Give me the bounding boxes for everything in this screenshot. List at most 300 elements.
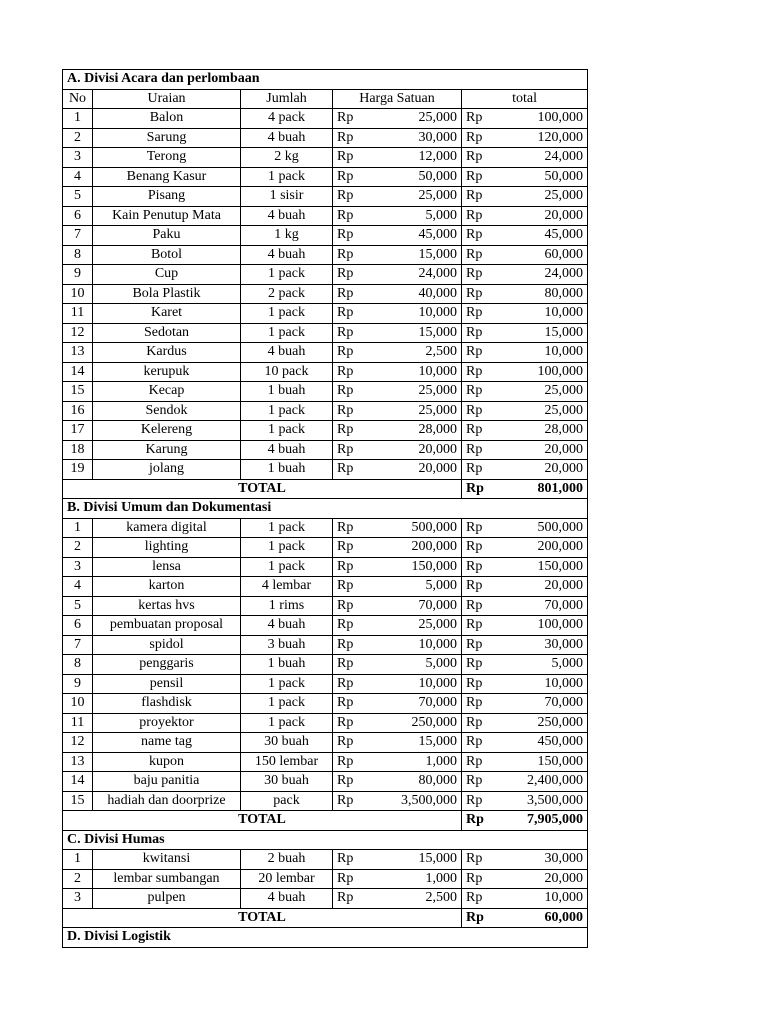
cell-total-currency[interactable]: Rp — [462, 674, 502, 694]
cell-harga-currency[interactable]: Rp — [333, 109, 375, 129]
cell-harga-currency[interactable]: Rp — [333, 733, 375, 753]
cell-no[interactable]: 3 — [63, 557, 93, 577]
cell-harga-currency[interactable]: Rp — [333, 772, 375, 792]
cell-uraian[interactable]: Kelereng — [93, 421, 241, 441]
cell-no[interactable]: 15 — [63, 791, 93, 811]
cell-total[interactable]: 100,000 — [502, 616, 588, 636]
cell-no[interactable]: 8 — [63, 245, 93, 265]
total-currency[interactable]: Rp — [462, 908, 502, 928]
cell-uraian[interactable]: Sendok — [93, 401, 241, 421]
cell-harga[interactable]: 3,500,000 — [375, 791, 462, 811]
cell-harga[interactable]: 80,000 — [375, 772, 462, 792]
cell-uraian[interactable]: Terong — [93, 148, 241, 168]
total-value[interactable]: 7,905,000 — [502, 811, 588, 831]
cell-harga-currency[interactable]: Rp — [333, 167, 375, 187]
cell-harga-currency[interactable]: Rp — [333, 791, 375, 811]
cell-harga[interactable]: 25,000 — [375, 187, 462, 207]
cell-jumlah[interactable]: 1 buah — [241, 655, 333, 675]
cell-jumlah[interactable]: 4 pack — [241, 109, 333, 129]
table-row — [63, 401, 588, 421]
cell-total[interactable]: 15,000 — [502, 323, 588, 343]
cell-harga[interactable]: 10,000 — [375, 362, 462, 382]
cell-uraian[interactable]: name tag — [93, 733, 241, 753]
cell-total-currency[interactable]: Rp — [462, 713, 502, 733]
cell-total[interactable]: 10,000 — [502, 674, 588, 694]
table-row — [63, 733, 588, 753]
cell-harga-currency[interactable]: Rp — [333, 148, 375, 168]
cell-total[interactable]: 120,000 — [502, 128, 588, 148]
cell-harga-currency[interactable]: Rp — [333, 206, 375, 226]
cell-uraian[interactable]: Sarung — [93, 128, 241, 148]
cell-uraian[interactable]: jolang — [93, 460, 241, 480]
header-uraian[interactable]: Uraian — [93, 89, 241, 109]
cell-harga[interactable]: 24,000 — [375, 265, 462, 285]
cell-total-currency[interactable]: Rp — [462, 538, 502, 558]
cell-jumlah[interactable]: 4 buah — [241, 440, 333, 460]
cell-no[interactable]: 4 — [63, 167, 93, 187]
cell-jumlah[interactable]: 1 pack — [241, 538, 333, 558]
cell-harga[interactable]: 10,000 — [375, 674, 462, 694]
cell-no[interactable]: 9 — [63, 265, 93, 285]
cell-uraian[interactable]: Kain Penutup Mata — [93, 206, 241, 226]
cell-jumlah[interactable]: 3 buah — [241, 635, 333, 655]
cell-harga[interactable]: 1,000 — [375, 752, 462, 772]
cell-jumlah[interactable]: 4 buah — [241, 245, 333, 265]
table-row — [63, 674, 588, 694]
table-row — [63, 421, 588, 441]
cell-jumlah[interactable]: 2 kg — [241, 148, 333, 168]
cell-harga-currency[interactable]: Rp — [333, 304, 375, 324]
cell-total[interactable]: 25,000 — [502, 401, 588, 421]
total-currency[interactable]: Rp — [462, 811, 502, 831]
table-row — [63, 343, 588, 363]
cell-uraian[interactable]: spidol — [93, 635, 241, 655]
header-total[interactable]: total — [462, 89, 588, 109]
cell-harga-currency[interactable]: Rp — [333, 635, 375, 655]
cell-total-currency[interactable]: Rp — [462, 323, 502, 343]
cell-harga-currency[interactable]: Rp — [333, 284, 375, 304]
cell-jumlah[interactable]: 1 pack — [241, 265, 333, 285]
cell-total[interactable]: 5,000 — [502, 655, 588, 675]
cell-total[interactable]: 20,000 — [502, 440, 588, 460]
cell-jumlah[interactable]: 4 buah — [241, 889, 333, 909]
cell-harga-currency[interactable]: Rp — [333, 323, 375, 343]
cell-total[interactable]: 25,000 — [502, 187, 588, 207]
cell-uraian[interactable]: baju panitia — [93, 772, 241, 792]
budget-spreadsheet — [62, 69, 587, 948]
cell-total[interactable]: 2,400,000 — [502, 772, 588, 792]
cell-harga[interactable]: 30,000 — [375, 128, 462, 148]
cell-total[interactable]: 24,000 — [502, 148, 588, 168]
cell-uraian[interactable]: Karet — [93, 304, 241, 324]
table-row — [63, 713, 588, 733]
section-title[interactable]: B. Divisi Umum dan Dokumentasi — [63, 499, 588, 519]
cell-jumlah[interactable]: 150 lembar — [241, 752, 333, 772]
cell-total-currency[interactable]: Rp — [462, 109, 502, 129]
cell-no[interactable]: 5 — [63, 187, 93, 207]
cell-total-currency[interactable]: Rp — [462, 382, 502, 402]
cell-jumlah[interactable]: 1 pack — [241, 421, 333, 441]
cell-harga-currency[interactable]: Rp — [333, 226, 375, 246]
cell-harga-currency[interactable]: Rp — [333, 557, 375, 577]
cell-jumlah[interactable]: 1 kg — [241, 226, 333, 246]
cell-jumlah[interactable]: 1 pack — [241, 694, 333, 714]
cell-total-currency[interactable]: Rp — [462, 206, 502, 226]
cell-harga-currency[interactable]: Rp — [333, 460, 375, 480]
cell-harga[interactable]: 2,500 — [375, 343, 462, 363]
cell-total[interactable]: 10,000 — [502, 343, 588, 363]
cell-no[interactable]: 12 — [63, 733, 93, 753]
cell-harga-currency[interactable]: Rp — [333, 343, 375, 363]
cell-no[interactable]: 14 — [63, 772, 93, 792]
cell-total-currency[interactable]: Rp — [462, 128, 502, 148]
cell-uraian[interactable]: Kardus — [93, 343, 241, 363]
cell-jumlah[interactable]: 1 pack — [241, 167, 333, 187]
header-no[interactable]: No — [63, 89, 93, 109]
cell-harga-currency[interactable]: Rp — [333, 421, 375, 441]
cell-uraian[interactable]: proyektor — [93, 713, 241, 733]
table-row — [63, 187, 588, 207]
cell-total-currency[interactable]: Rp — [462, 791, 502, 811]
cell-no[interactable]: 11 — [63, 304, 93, 324]
cell-harga-currency[interactable]: Rp — [333, 187, 375, 207]
cell-harga-currency[interactable]: Rp — [333, 596, 375, 616]
cell-harga-currency[interactable]: Rp — [333, 440, 375, 460]
cell-total-currency[interactable]: Rp — [462, 401, 502, 421]
cell-no[interactable]: 16 — [63, 401, 93, 421]
cell-uraian[interactable]: hadiah dan doorprize — [93, 791, 241, 811]
cell-total-currency[interactable]: Rp — [462, 869, 502, 889]
cell-jumlah[interactable]: 4 buah — [241, 206, 333, 226]
cell-harga[interactable]: 70,000 — [375, 694, 462, 714]
cell-total[interactable]: 30,000 — [502, 850, 588, 870]
cell-total[interactable]: 20,000 — [502, 460, 588, 480]
cell-total[interactable]: 50,000 — [502, 167, 588, 187]
table-row — [63, 577, 588, 597]
cell-no[interactable]: 13 — [63, 752, 93, 772]
cell-harga-currency[interactable]: Rp — [333, 265, 375, 285]
cell-uraian[interactable]: Bola Plastik — [93, 284, 241, 304]
cell-jumlah[interactable]: 4 lembar — [241, 577, 333, 597]
cell-jumlah[interactable]: 4 buah — [241, 128, 333, 148]
cell-no[interactable]: 8 — [63, 655, 93, 675]
cell-harga[interactable]: 12,000 — [375, 148, 462, 168]
cell-uraian[interactable]: kertas hvs — [93, 596, 241, 616]
cell-no[interactable]: 15 — [63, 382, 93, 402]
cell-harga-currency[interactable]: Rp — [333, 538, 375, 558]
cell-jumlah[interactable]: 1 pack — [241, 674, 333, 694]
cell-total[interactable]: 150,000 — [502, 752, 588, 772]
cell-harga-currency[interactable]: Rp — [333, 518, 375, 538]
cell-no[interactable]: 2 — [63, 869, 93, 889]
cell-harga[interactable]: 25,000 — [375, 616, 462, 636]
cell-harga[interactable]: 25,000 — [375, 401, 462, 421]
cell-no[interactable]: 4 — [63, 577, 93, 597]
cell-harga-currency[interactable]: Rp — [333, 577, 375, 597]
cell-harga-currency[interactable]: Rp — [333, 889, 375, 909]
cell-total[interactable]: 150,000 — [502, 557, 588, 577]
cell-total-currency[interactable]: Rp — [462, 245, 502, 265]
cell-harga[interactable]: 150,000 — [375, 557, 462, 577]
cell-harga[interactable]: 200,000 — [375, 538, 462, 558]
cell-uraian[interactable]: Cup — [93, 265, 241, 285]
cell-jumlah[interactable]: 2 pack — [241, 284, 333, 304]
cell-harga[interactable]: 10,000 — [375, 635, 462, 655]
cell-harga[interactable]: 5,000 — [375, 655, 462, 675]
cell-no[interactable]: 7 — [63, 226, 93, 246]
cell-uraian[interactable]: Botol — [93, 245, 241, 265]
total-currency[interactable]: Rp — [462, 479, 502, 499]
cell-total-currency[interactable]: Rp — [462, 265, 502, 285]
cell-total-currency[interactable]: Rp — [462, 187, 502, 207]
cell-total[interactable]: 70,000 — [502, 694, 588, 714]
header-harga-satuan[interactable]: Harga Satuan — [333, 89, 462, 109]
cell-harga[interactable]: 15,000 — [375, 733, 462, 753]
table-row — [63, 167, 588, 187]
cell-total-currency[interactable]: Rp — [462, 557, 502, 577]
cell-jumlah[interactable]: 2 buah — [241, 850, 333, 870]
total-value[interactable]: 801,000 — [502, 479, 588, 499]
total-label[interactable]: TOTAL — [63, 811, 462, 831]
cell-harga[interactable]: 1,000 — [375, 869, 462, 889]
cell-harga[interactable]: 40,000 — [375, 284, 462, 304]
cell-total[interactable]: 45,000 — [502, 226, 588, 246]
section-title-row — [63, 499, 588, 519]
cell-no[interactable]: 13 — [63, 343, 93, 363]
cell-total-currency[interactable]: Rp — [462, 694, 502, 714]
total-value[interactable]: 60,000 — [502, 908, 588, 928]
cell-total-currency[interactable]: Rp — [462, 889, 502, 909]
cell-uraian[interactable]: flashdisk — [93, 694, 241, 714]
cell-total[interactable]: 60,000 — [502, 245, 588, 265]
cell-total-currency[interactable]: Rp — [462, 596, 502, 616]
cell-total[interactable]: 24,000 — [502, 265, 588, 285]
cell-jumlah[interactable]: 1 pack — [241, 713, 333, 733]
cell-uraian[interactable]: Pisang — [93, 187, 241, 207]
cell-total[interactable]: 70,000 — [502, 596, 588, 616]
cell-total-currency[interactable]: Rp — [462, 362, 502, 382]
cell-total[interactable]: 20,000 — [502, 577, 588, 597]
cell-total[interactable]: 100,000 — [502, 362, 588, 382]
cell-uraian[interactable]: Karung — [93, 440, 241, 460]
cell-total[interactable]: 10,000 — [502, 889, 588, 909]
budget-table — [62, 69, 588, 948]
cell-total[interactable]: 28,000 — [502, 421, 588, 441]
cell-total[interactable]: 10,000 — [502, 304, 588, 324]
cell-harga-currency[interactable]: Rp — [333, 655, 375, 675]
cell-total[interactable]: 100,000 — [502, 109, 588, 129]
cell-harga-currency[interactable]: Rp — [333, 401, 375, 421]
table-row — [63, 850, 588, 870]
cell-jumlah[interactable]: 1 buah — [241, 460, 333, 480]
cell-uraian[interactable]: pensil — [93, 674, 241, 694]
cell-total[interactable]: 3,500,000 — [502, 791, 588, 811]
cell-harga-currency[interactable]: Rp — [333, 245, 375, 265]
cell-harga-currency[interactable]: Rp — [333, 869, 375, 889]
cell-total-currency[interactable]: Rp — [462, 304, 502, 324]
total-row — [63, 811, 588, 831]
cell-total-currency[interactable]: Rp — [462, 518, 502, 538]
cell-no[interactable]: 7 — [63, 635, 93, 655]
cell-harga[interactable]: 28,000 — [375, 421, 462, 441]
cell-harga[interactable]: 25,000 — [375, 382, 462, 402]
table-row — [63, 226, 588, 246]
cell-no[interactable]: 2 — [63, 128, 93, 148]
cell-total-currency[interactable]: Rp — [462, 616, 502, 636]
cell-total-currency[interactable]: Rp — [462, 343, 502, 363]
cell-total-currency[interactable]: Rp — [462, 421, 502, 441]
cell-harga[interactable]: 15,000 — [375, 245, 462, 265]
cell-harga[interactable]: 250,000 — [375, 713, 462, 733]
cell-harga-currency[interactable]: Rp — [333, 362, 375, 382]
cell-uraian[interactable]: lembar sumbangan — [93, 869, 241, 889]
cell-uraian[interactable]: lensa — [93, 557, 241, 577]
cell-no[interactable]: 10 — [63, 284, 93, 304]
cell-harga[interactable]: 45,000 — [375, 226, 462, 246]
table-row — [63, 791, 588, 811]
cell-no[interactable]: 3 — [63, 148, 93, 168]
cell-uraian[interactable]: kupon — [93, 752, 241, 772]
cell-total-currency[interactable]: Rp — [462, 577, 502, 597]
cell-harga[interactable]: 50,000 — [375, 167, 462, 187]
cell-jumlah[interactable]: 30 buah — [241, 733, 333, 753]
cell-no[interactable]: 1 — [63, 109, 93, 129]
cell-total[interactable]: 25,000 — [502, 382, 588, 402]
cell-uraian[interactable]: kwitansi — [93, 850, 241, 870]
cell-total[interactable]: 500,000 — [502, 518, 588, 538]
cell-uraian[interactable]: pulpen — [93, 889, 241, 909]
cell-harga[interactable]: 15,000 — [375, 850, 462, 870]
cell-jumlah[interactable]: 1 rims — [241, 596, 333, 616]
cell-no[interactable]: 18 — [63, 440, 93, 460]
cell-total-currency[interactable]: Rp — [462, 284, 502, 304]
cell-harga-currency[interactable]: Rp — [333, 713, 375, 733]
cell-total-currency[interactable]: Rp — [462, 772, 502, 792]
cell-uraian[interactable]: Sedotan — [93, 323, 241, 343]
cell-harga[interactable]: 20,000 — [375, 460, 462, 480]
cell-jumlah[interactable]: 1 pack — [241, 323, 333, 343]
table-row — [63, 382, 588, 402]
cell-jumlah[interactable]: 4 buah — [241, 616, 333, 636]
cell-total-currency[interactable]: Rp — [462, 226, 502, 246]
cell-harga-currency[interactable]: Rp — [333, 752, 375, 772]
cell-jumlah[interactable]: 1 pack — [241, 518, 333, 538]
table-row — [63, 304, 588, 324]
cell-no[interactable]: 10 — [63, 694, 93, 714]
cell-jumlah[interactable]: 4 buah — [241, 343, 333, 363]
cell-total-currency[interactable]: Rp — [462, 733, 502, 753]
cell-harga[interactable]: 500,000 — [375, 518, 462, 538]
cell-harga-currency[interactable]: Rp — [333, 382, 375, 402]
cell-harga[interactable]: 20,000 — [375, 440, 462, 460]
cell-uraian[interactable]: Kecap — [93, 382, 241, 402]
table-row — [63, 596, 588, 616]
cell-jumlah[interactable]: 20 lembar — [241, 869, 333, 889]
cell-harga[interactable]: 25,000 — [375, 109, 462, 129]
cell-harga[interactable]: 5,000 — [375, 577, 462, 597]
cell-total[interactable]: 80,000 — [502, 284, 588, 304]
cell-no[interactable]: 1 — [63, 518, 93, 538]
table-row — [63, 889, 588, 909]
table-row — [63, 694, 588, 714]
cell-harga-currency[interactable]: Rp — [333, 674, 375, 694]
cell-total[interactable]: 20,000 — [502, 869, 588, 889]
total-label[interactable]: TOTAL — [63, 479, 462, 499]
cell-no[interactable]: 6 — [63, 206, 93, 226]
section-title-row — [63, 70, 588, 90]
total-label[interactable]: TOTAL — [63, 908, 462, 928]
cell-jumlah[interactable]: 10 pack — [241, 362, 333, 382]
cell-uraian[interactable]: lighting — [93, 538, 241, 558]
cell-harga[interactable]: 10,000 — [375, 304, 462, 324]
cell-no[interactable]: 11 — [63, 713, 93, 733]
cell-harga[interactable]: 15,000 — [375, 323, 462, 343]
cell-total-currency[interactable]: Rp — [462, 752, 502, 772]
cell-harga-currency[interactable]: Rp — [333, 128, 375, 148]
cell-uraian[interactable]: Paku — [93, 226, 241, 246]
cell-total-currency[interactable]: Rp — [462, 440, 502, 460]
cell-uraian[interactable]: karton — [93, 577, 241, 597]
cell-jumlah[interactable]: 1 sisir — [241, 187, 333, 207]
cell-no[interactable]: 17 — [63, 421, 93, 441]
cell-uraian[interactable]: kerupuk — [93, 362, 241, 382]
cell-harga[interactable]: 5,000 — [375, 206, 462, 226]
cell-harga[interactable]: 2,500 — [375, 889, 462, 909]
header-jumlah[interactable]: Jumlah — [241, 89, 333, 109]
cell-no[interactable]: 2 — [63, 538, 93, 558]
cell-uraian[interactable]: pembuatan proposal — [93, 616, 241, 636]
section-title[interactable]: D. Divisi Logistik — [63, 928, 588, 948]
section-title[interactable]: C. Divisi Humas — [63, 830, 588, 850]
cell-total-currency[interactable]: Rp — [462, 850, 502, 870]
cell-no[interactable]: 6 — [63, 616, 93, 636]
cell-uraian[interactable]: Balon — [93, 109, 241, 129]
cell-total-currency[interactable]: Rp — [462, 635, 502, 655]
cell-harga[interactable]: 70,000 — [375, 596, 462, 616]
cell-total[interactable]: 200,000 — [502, 538, 588, 558]
cell-no[interactable]: 12 — [63, 323, 93, 343]
cell-jumlah[interactable]: 1 pack — [241, 304, 333, 324]
cell-total-currency[interactable]: Rp — [462, 460, 502, 480]
cell-jumlah[interactable]: 30 buah — [241, 772, 333, 792]
cell-no[interactable]: 14 — [63, 362, 93, 382]
cell-total[interactable]: 450,000 — [502, 733, 588, 753]
cell-total[interactable]: 20,000 — [502, 206, 588, 226]
cell-no[interactable]: 5 — [63, 596, 93, 616]
cell-no[interactable]: 1 — [63, 850, 93, 870]
cell-jumlah[interactable]: 1 pack — [241, 401, 333, 421]
cell-total-currency[interactable]: Rp — [462, 655, 502, 675]
table-row — [63, 518, 588, 538]
cell-total[interactable]: 250,000 — [502, 713, 588, 733]
cell-no[interactable]: 3 — [63, 889, 93, 909]
cell-total-currency[interactable]: Rp — [462, 167, 502, 187]
cell-jumlah[interactable]: 1 buah — [241, 382, 333, 402]
cell-total-currency[interactable]: Rp — [462, 148, 502, 168]
cell-jumlah[interactable]: pack — [241, 791, 333, 811]
cell-no[interactable]: 9 — [63, 674, 93, 694]
cell-uraian[interactable]: kamera digital — [93, 518, 241, 538]
cell-harga-currency[interactable]: Rp — [333, 694, 375, 714]
section-title[interactable]: A. Divisi Acara dan perlombaan — [63, 70, 588, 90]
cell-uraian[interactable]: Benang Kasur — [93, 167, 241, 187]
cell-harga-currency[interactable]: Rp — [333, 616, 375, 636]
cell-harga-currency[interactable]: Rp — [333, 850, 375, 870]
cell-total[interactable]: 30,000 — [502, 635, 588, 655]
cell-uraian[interactable]: penggaris — [93, 655, 241, 675]
cell-no[interactable]: 19 — [63, 460, 93, 480]
cell-jumlah[interactable]: 1 pack — [241, 557, 333, 577]
